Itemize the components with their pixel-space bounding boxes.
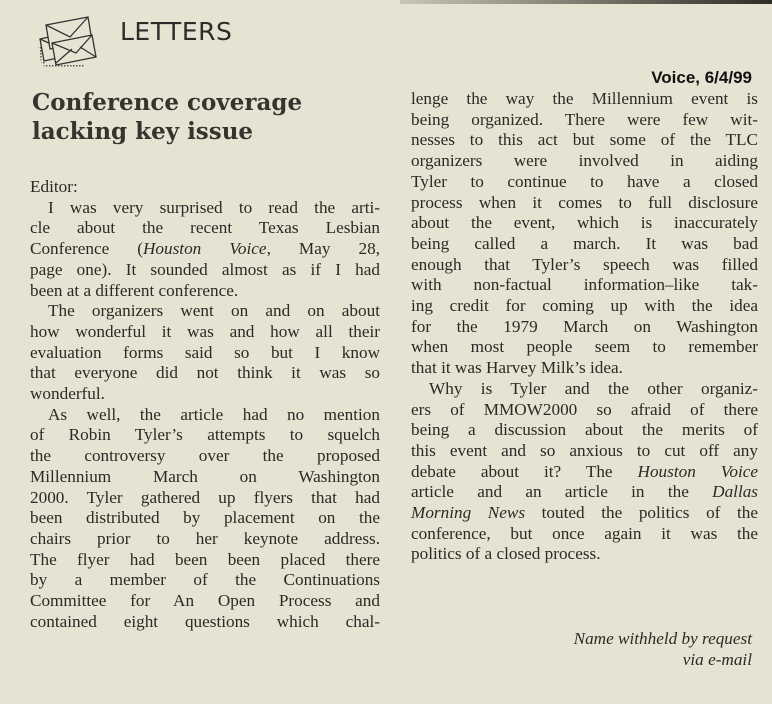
body-line: for the 1979 March on Washington	[411, 316, 758, 336]
body-text: Conference (	[30, 239, 144, 259]
signoff-name: Name withheld by request	[573, 629, 752, 648]
body-line: page one). It sounded almost as if I had	[30, 259, 380, 279]
body-text: article and an article in the	[411, 482, 713, 502]
body-line: about the event, which is inaccurately	[411, 213, 758, 233]
body-line: with non-factual information–like tak-	[411, 275, 758, 295]
body-line: wonderful.	[30, 384, 105, 404]
source-citation: Voice, 6/4/99	[651, 68, 752, 87]
body-line: the controversy over the proposed	[30, 446, 380, 466]
body-line: that everyone did not think it was so	[30, 363, 380, 383]
envelopes-icon	[34, 11, 108, 69]
headline-line: Conference coverage	[32, 89, 303, 116]
body-line: ers of MMOW2000 so afraid of there	[411, 399, 758, 419]
letter-column-2	[411, 89, 758, 565]
body-line: Committee for An Open Process and	[30, 591, 380, 611]
adjacent-page-edge	[400, 0, 772, 4]
body-line: chairs prior to her keynote address.	[30, 528, 380, 548]
body-line: Millennium March on Washington	[30, 466, 380, 486]
body-line: lenge the way the Millennium event is	[411, 89, 758, 108]
body-line: when most people seem to remember	[411, 337, 758, 357]
body-line: The organizers went on and on about	[48, 301, 380, 321]
body-text: debate about it? The	[411, 461, 638, 481]
body-line: by a member of the Continuations	[30, 570, 380, 590]
publication-name: Houston Voice	[637, 461, 758, 481]
body-line: ing credit for coming up with the idea	[411, 296, 758, 316]
section-masthead	[34, 10, 232, 70]
body-line: The flyer had been been placed there	[30, 549, 380, 569]
salutation: Editor:	[30, 177, 78, 196]
body-line: As well, the article had no mention	[48, 404, 380, 424]
body-line: contained eight questions which chal-	[30, 611, 380, 631]
body-line	[411, 482, 758, 503]
body-line: Tyler to continue to have a closed	[411, 171, 758, 191]
body-line: been at a different conference.	[30, 280, 239, 300]
body-line: politics of a closed process.	[411, 544, 601, 564]
body-line: been distributed by placement on the	[30, 508, 380, 528]
body-line: how wonderful it was and how all their	[30, 321, 380, 341]
body-line: cle about the recent Texas Lesbian	[30, 218, 380, 238]
body-line: being called a march. It was bad	[411, 233, 758, 253]
letter-signoff	[574, 628, 752, 670]
body-line: 2000. Tyler gathered up flyers that had	[30, 487, 380, 507]
body-line: enough that Tyler’s speech was filled	[411, 254, 758, 274]
body-line	[30, 239, 380, 260]
body-line: being organized. There were few wit-	[411, 109, 758, 129]
publication-name: Morning News	[411, 503, 526, 523]
body-line: that it was Harvey Milk’s idea.	[411, 358, 623, 378]
body-line: process when it comes to full disclosure	[411, 192, 758, 212]
body-text: , May 28,	[266, 239, 380, 259]
body-line: this event and so anxious to cut off any	[411, 440, 758, 460]
body-line: evaluation forms said so but I know	[30, 342, 380, 362]
body-line	[411, 462, 758, 483]
publication-name: Dallas	[712, 482, 758, 502]
body-line: conference, but once again it was the	[411, 523, 758, 543]
body-line: nesses to this act but some of the TLC	[411, 130, 758, 150]
body-line: I was very surprised to read the arti-	[48, 197, 380, 217]
body-line	[411, 503, 758, 524]
body-text: touted the politics of the	[525, 503, 758, 523]
headline	[32, 88, 392, 146]
body-line: organizers were involved in aiding	[411, 151, 758, 171]
body-line: Why is Tyler and the other organiz-	[429, 378, 758, 398]
letter-column-1	[30, 177, 380, 632]
signoff-via: via e-mail	[682, 650, 752, 669]
section-title: LETTERS	[120, 16, 233, 46]
headline-line: lacking key issue	[32, 118, 254, 145]
body-line: being a discussion about the merits of	[411, 420, 758, 440]
publication-name: Houston Voice	[143, 239, 267, 259]
body-line: of Robin Tyler’s attempts to squelch	[30, 425, 380, 445]
